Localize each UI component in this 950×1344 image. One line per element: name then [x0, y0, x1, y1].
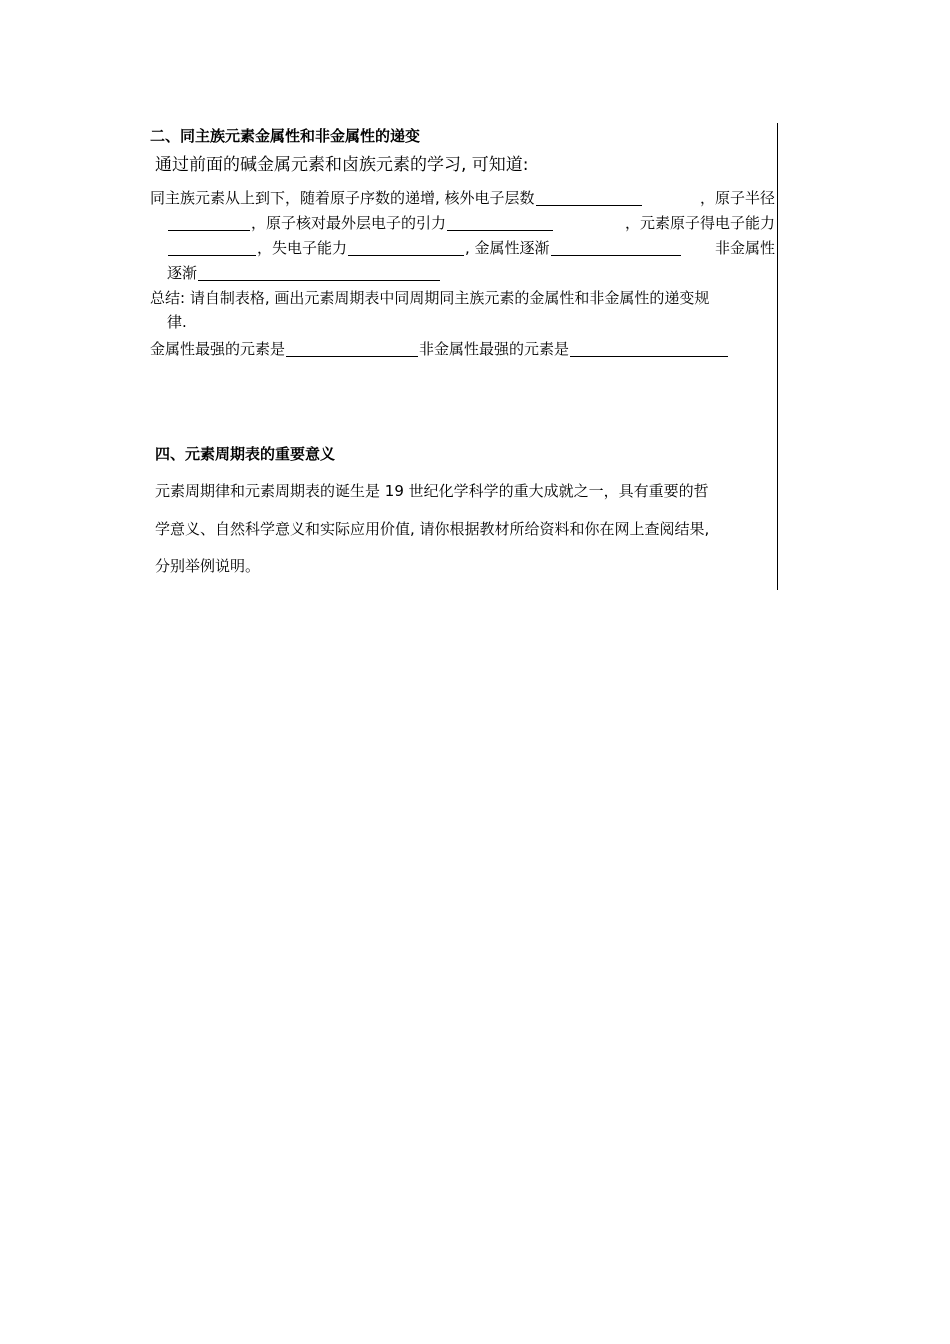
text-segment: 金属性最强的元素是 — [150, 340, 286, 358]
section-2-intro: 通过前面的碱金属元素和卤族元素的学习, 可知道: — [155, 155, 529, 175]
text-segment: 同主族元素从上到下，随着原子序数的递增, 核外电子层数 — [150, 189, 535, 207]
section-4-line-2: 学意义、自然科学意义和实际应用价值, 请你根据教材所给资料和你在网上查阅结果, — [155, 520, 710, 538]
text-segment: , 金属性逐渐 — [465, 239, 550, 257]
fill-blank-metallic-trend — [551, 239, 681, 256]
summary-line-1: 总结: 请自制表格, 画出元素周期表中同周期同主族元素的金属性和非金属性的递变规 — [150, 289, 710, 307]
fill-blank-strongest-nonmetal — [570, 340, 728, 357]
fill-blank-electron-shells — [536, 189, 642, 206]
section-4-line-3: 分别举例说明。 — [155, 557, 261, 575]
text-segment: ，失电子能力 — [257, 239, 348, 257]
section-2-heading: 二、同主族元素金属性和非金属性的递变 — [150, 127, 421, 145]
paragraph-line-1 — [150, 186, 775, 210]
section-4-heading: 四、元素周期表的重要意义 — [155, 445, 336, 463]
text-segment: ，元素原子得电子能力 — [624, 214, 775, 232]
text-segment: ，原子半径 — [699, 189, 775, 207]
fill-blank-nuclear-attraction — [447, 214, 553, 231]
fill-blank-gain-electrons — [168, 239, 256, 256]
fill-blank-atomic-radius — [168, 214, 250, 231]
fill-blank-strongest-metal — [286, 340, 418, 357]
text-segment: 逐渐 — [167, 264, 198, 282]
paragraph-line-3 — [167, 236, 775, 260]
text-segment: 非金属性 — [714, 239, 775, 257]
text-segment: ，原子核对最外层电子的引力 — [251, 214, 447, 232]
table-right-border — [777, 123, 778, 590]
summary-line-2: 律. — [167, 313, 187, 331]
paragraph-line-2 — [167, 211, 775, 235]
fill-blank-nonmetallic-trend — [198, 264, 440, 281]
strongest-elements-line — [150, 337, 775, 361]
section-4-line-1: 元素周期律和元素周期表的诞生是 19 世纪化学科学的重大成就之一，具有重要的哲 — [155, 482, 709, 500]
paragraph-line-4 — [167, 261, 775, 285]
text-segment: 非金属性最强的元素是 — [419, 340, 570, 358]
fill-blank-lose-electrons — [348, 239, 464, 256]
